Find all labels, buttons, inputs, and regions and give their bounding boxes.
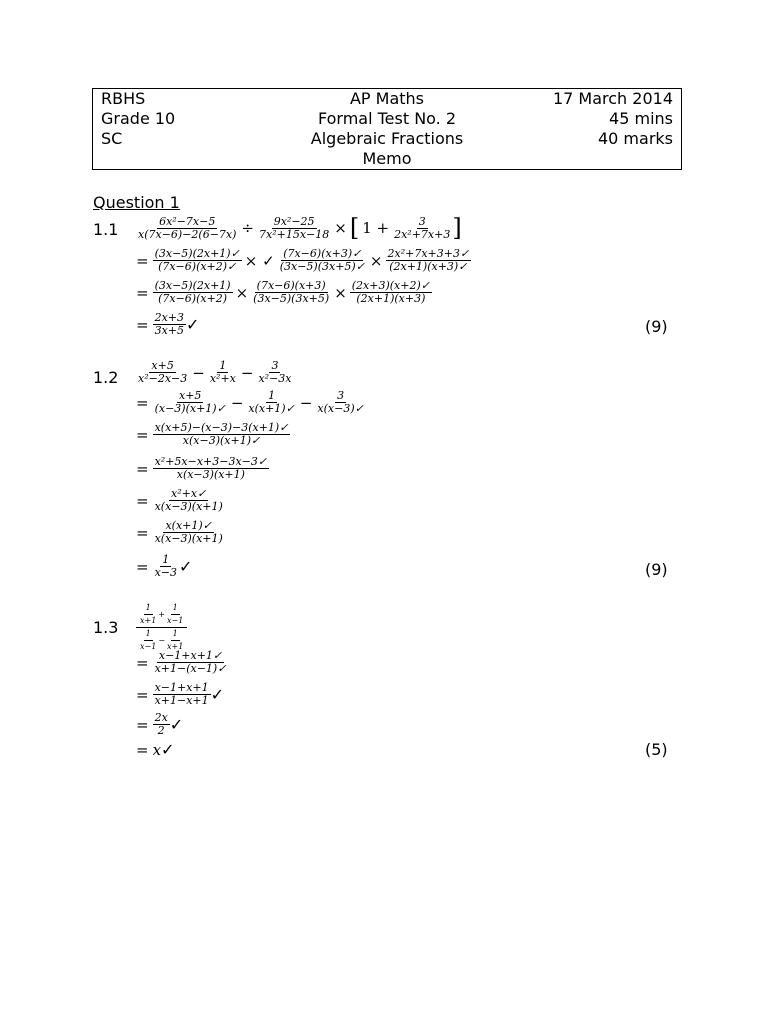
duration: 45 mins (609, 109, 673, 128)
math-line: = $\frac{2x+3}{3x+5}$ ✓ (136, 311, 200, 337)
part-number: 1.1 (93, 220, 119, 239)
fraction: $\frac{x-1+x+1✓}{x+1-(x-1)✓}$ (154, 649, 227, 675)
math-line: = $\frac{\text{x²+x✓}}{x(x-3)(x+1)}$ (136, 487, 223, 513)
math-line: = $\frac{2x}{2}$ ✓ (136, 711, 184, 737)
fraction: $\frac{2x}{2}$ (154, 711, 168, 737)
fraction: $\frac{\text{x²+5x−x+3−3x−3✓}}{x(x-3)(x+1)}$ (154, 455, 268, 481)
math-line: = x ✓ (136, 740, 175, 759)
check-mark-icon: ✓ (169, 715, 184, 734)
fraction: $\frac{x(x+1)✓}{x(x-3)(x+1)}$ (154, 519, 223, 545)
part-marks: (9) (645, 317, 668, 336)
topic: Algebraic Fractions (310, 129, 464, 148)
memo-label: Memo (362, 149, 412, 168)
check-mark-icon: ✓ (179, 557, 193, 576)
fraction: $\frac{x-1+x+1}{x+1-x+1}$ (154, 681, 209, 707)
fraction: $\frac{1}{\text{x²+x}}$ (209, 359, 236, 385)
complex-fraction: $\frac{1}{x+1}$ + $\frac{1}{x-1}$ $\frac{1}{x-1}$ − $\frac{1}{x+1}$ (136, 602, 187, 653)
fraction: $\frac{1}{x(x+1)✓}$ (248, 389, 295, 415)
school-name: RBHS (101, 89, 146, 108)
level: SC (101, 129, 123, 148)
check-mark-icon: ✓ (161, 740, 175, 759)
fraction: $\frac{\text{6x²−7x−5}}{x(7x-6)-2(6-7x)}$ (138, 214, 237, 241)
fraction: $\frac{\text{2x²+7x+3+3✓}}{(2x+1)(x+3)✓}$ (387, 247, 470, 273)
part-number: 1.3 (93, 618, 119, 637)
math-line: = $\frac{1}{x-3}$ ✓ (136, 553, 193, 579)
math-line: = $\frac{x+5}{(x-3)(x+1)✓}$ − $\frac{1}{x(x+1)✓}$ − $\frac{3}{x(x-3)✓}$ (136, 389, 364, 415)
fraction: $\frac{x(x+5)-(x-3)-3(x+1)✓}{x(x-3)(x+1)✓}$ (154, 421, 289, 447)
math-line: = $\frac{x(x+1)✓}{x(x-3)(x+1)}$ (136, 519, 223, 545)
fraction: $\frac{(3x-5)(2x+1)✓}{(7x-6)(x+2)✓}$ (154, 247, 240, 273)
math-line (136, 602, 187, 653)
part-marks: (5) (645, 740, 668, 759)
math-line: = $\frac{x-1+x+1}{x+1-x+1}$ ✓ (136, 681, 225, 707)
part-number: 1.2 (93, 368, 119, 387)
fraction: $\frac{\text{x²+x✓}}{x(x-3)(x+1)}$ (154, 487, 223, 513)
test-name: Formal Test No. 2 (317, 109, 457, 128)
subject: AP Maths (349, 89, 425, 108)
question-title: Question 1 (93, 193, 180, 212)
check-mark-icon: ✓ (186, 315, 200, 334)
math-line: = $\frac{(3x-5)(2x+1)✓}{(7x-6)(x+2)✓}$ × ✓ $\frac{(7x-6)(x+3)✓}{(3x-5)(3x+5)✓}$ × $\frac{\text{2x²+7x+3+3✓}}{(2x+1)(x+3)✓}$ (136, 247, 470, 273)
fraction: $\frac{1}{x-3}$ (154, 553, 177, 579)
test-date: 17 March 2014 (552, 89, 673, 108)
math-line: = $\frac{x-1+x+1✓}{x+1-(x-1)✓}$ (136, 649, 227, 675)
math-line: $\frac{x+5}{\text{x²−2x−3}}$ − $\frac{1}{\text{x²+x}}$ − $\frac{3}{\text{x²−3x}}$ (138, 359, 292, 385)
fraction: $\frac{x+5}{(x-3)(x+1)✓}$ (154, 389, 226, 415)
math-line: = $\frac{x(x+5)-(x-3)-3(x+1)✓}{x(x-3)(x+1)✓}$ (136, 421, 289, 447)
check-mark-icon: ✓ (210, 685, 225, 704)
fraction: $\frac{3}{x(x-3)✓}$ (317, 389, 364, 415)
fraction: $\frac{x+5}{\text{x²−2x−3}}$ (138, 359, 188, 385)
grade: Grade 10 (101, 109, 176, 128)
fraction: $\frac{3}{\text{2x²+7x+3}}$ (394, 214, 451, 241)
total-marks: 40 marks (597, 129, 673, 148)
math-line: = $\frac{\text{x²+5x−x+3−3x−3✓}}{x(x-3)(x+1)}$ (136, 455, 268, 481)
math-line: = $\frac{(3x-5)(2x+1)}{(7x-6)(x+2)}$ × $\frac{(7x-6)(x+3)}{(3x-5)(3x+5)}$ × $\frac{(2x+3)(x+2)✓}{(2x+1)(x+3)}$ (136, 279, 430, 305)
fraction: $\frac{(2x+3)(x+2)✓}{(2x+1)(x+3)}$ (351, 279, 430, 305)
fraction: $\frac{2x+3}{3x+5}$ (154, 311, 184, 337)
part-marks: (9) (645, 560, 668, 579)
fraction: $\frac{(3x-5)(2x+1)}{(7x-6)(x+2)}$ (154, 279, 231, 305)
math-line: $\frac{\text{6x²−7x−5}}{x(7x-6)-2(6-7x)}$ ÷ $\frac{\text{9x²−25}}{\text{7x²+15x−18}}$ × [ 1 + $\frac{3}{\text{2x²+7x+3}}$ ] (138, 214, 462, 242)
fraction: $\frac{(7x-6)(x+3)✓}{(3x-5)(3x+5)✓}$ (279, 247, 365, 273)
fraction: $\frac{3}{\text{x²−3x}}$ (258, 359, 292, 385)
fraction: $\frac{\text{9x²−25}}{\text{7x²+15x−18}}$ (259, 214, 330, 241)
fraction: $\frac{(7x-6)(x+3)}{(3x-5)(3x+5)}$ (253, 279, 330, 305)
header-box (92, 88, 682, 170)
